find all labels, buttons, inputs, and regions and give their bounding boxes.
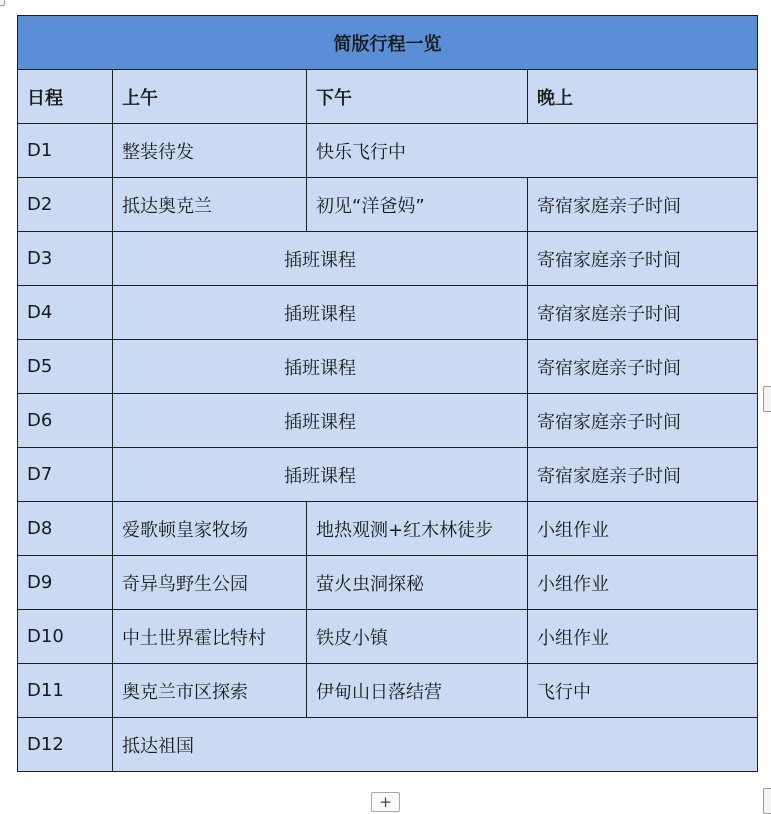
day-cell[interactable]: D7 xyxy=(18,448,113,502)
afternoon-cell[interactable]: 萤火虫洞探秘 xyxy=(307,556,528,610)
morning-cell[interactable]: 中土世界霍比特村 xyxy=(113,610,307,664)
table-row xyxy=(18,664,758,718)
day-cell[interactable]: D5 xyxy=(18,340,113,394)
table-row xyxy=(18,286,758,340)
table-resize-handle[interactable] xyxy=(763,788,771,814)
morning-cell[interactable]: 奇异鸟野生公园 xyxy=(113,556,307,610)
add-row-button[interactable]: + xyxy=(371,792,400,812)
table-title[interactable]: 简版行程一览 xyxy=(18,16,758,70)
evening-cell[interactable]: 寄宿家庭亲子时间 xyxy=(528,394,758,448)
morning-cell[interactable]: 抵达奥克兰 xyxy=(113,178,307,232)
evening-cell[interactable]: 寄宿家庭亲子时间 xyxy=(528,178,758,232)
evening-cell[interactable]: 小组作业 xyxy=(528,502,758,556)
header-day[interactable]: 日程 xyxy=(18,70,113,124)
table-header-row xyxy=(18,70,758,124)
afternoon-cell[interactable]: 铁皮小镇 xyxy=(307,610,528,664)
afternoon-cell[interactable]: 地热观测+红木林徒步 xyxy=(307,502,528,556)
evening-cell[interactable]: 寄宿家庭亲子时间 xyxy=(528,286,758,340)
daytime-cell[interactable]: 插班课程 xyxy=(113,286,528,340)
table-row xyxy=(18,124,758,178)
day-cell[interactable]: D12 xyxy=(18,718,113,772)
table-row xyxy=(18,178,758,232)
day-cell[interactable]: D6 xyxy=(18,394,113,448)
table-row xyxy=(18,718,758,772)
morning-cell[interactable]: 整装待发 xyxy=(113,124,307,178)
afternoon-evening-cell[interactable]: 快乐飞行中 xyxy=(307,124,758,178)
evening-cell[interactable]: 小组作业 xyxy=(528,556,758,610)
daytime-cell[interactable]: 插班课程 xyxy=(113,448,528,502)
table-title-row xyxy=(18,16,758,70)
daytime-cell[interactable]: 插班课程 xyxy=(113,394,528,448)
table-row xyxy=(18,556,758,610)
evening-cell[interactable]: 飞行中 xyxy=(528,664,758,718)
table-row xyxy=(18,340,758,394)
itinerary-table xyxy=(17,15,758,772)
afternoon-cell[interactable]: 伊甸山日落结营 xyxy=(307,664,528,718)
day-cell[interactable]: D11 xyxy=(18,664,113,718)
table-row xyxy=(18,502,758,556)
day-cell[interactable]: D4 xyxy=(18,286,113,340)
morning-cell[interactable]: 爱歌顿皇家牧场 xyxy=(113,502,307,556)
evening-cell[interactable]: 寄宿家庭亲子时间 xyxy=(528,232,758,286)
all-day-cell[interactable]: 抵达祖国 xyxy=(113,718,758,772)
daytime-cell[interactable]: 插班课程 xyxy=(113,232,528,286)
column-resize-handle[interactable] xyxy=(763,386,771,412)
table-row xyxy=(18,610,758,664)
daytime-cell[interactable]: 插班课程 xyxy=(113,340,528,394)
day-cell[interactable]: D2 xyxy=(18,178,113,232)
table-row xyxy=(18,232,758,286)
day-cell[interactable]: D8 xyxy=(18,502,113,556)
morning-cell[interactable]: 奥克兰市区探索 xyxy=(113,664,307,718)
evening-cell[interactable]: 小组作业 xyxy=(528,610,758,664)
table-row xyxy=(18,448,758,502)
day-cell[interactable]: D3 xyxy=(18,232,113,286)
evening-cell[interactable]: 寄宿家庭亲子时间 xyxy=(528,340,758,394)
table-row xyxy=(18,394,758,448)
day-cell[interactable]: D10 xyxy=(18,610,113,664)
header-evening[interactable]: 晚上 xyxy=(528,70,758,124)
table-move-handle[interactable] xyxy=(0,0,5,6)
header-afternoon[interactable]: 下午 xyxy=(307,70,528,124)
evening-cell[interactable]: 寄宿家庭亲子时间 xyxy=(528,448,758,502)
day-cell[interactable]: D9 xyxy=(18,556,113,610)
afternoon-cell[interactable]: 初见“洋爸妈” xyxy=(307,178,528,232)
day-cell[interactable]: D1 xyxy=(18,124,113,178)
header-morning[interactable]: 上午 xyxy=(113,70,307,124)
